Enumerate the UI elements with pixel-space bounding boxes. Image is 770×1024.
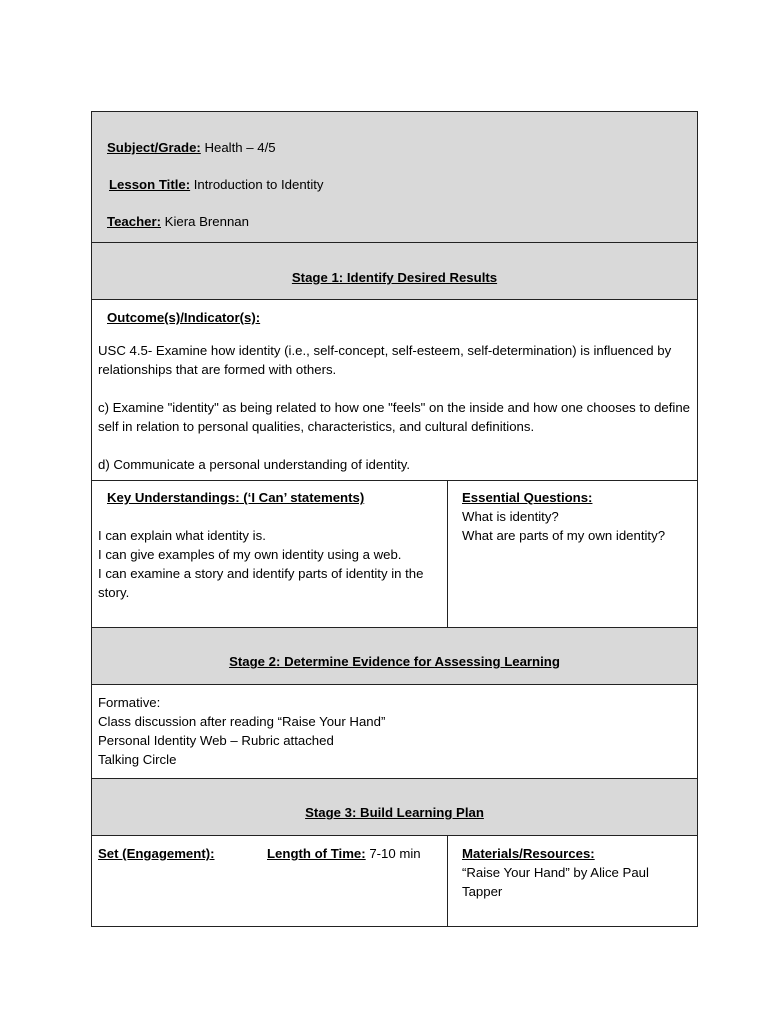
key-understandings-list bbox=[98, 526, 438, 602]
lesson-header bbox=[92, 112, 697, 243]
subject-grade-value: Health – 4/5 bbox=[200, 140, 276, 155]
key-understandings-cell bbox=[92, 481, 448, 627]
lesson-title-label: Lesson Title: bbox=[109, 177, 191, 192]
length-of-time bbox=[267, 844, 421, 863]
subject-grade-line bbox=[107, 140, 276, 155]
list-item: Class discussion after reading “Raise Your Hand” bbox=[98, 714, 386, 729]
outcome-c: c) Examine "identity" as being related to how one "feels" on the inside and how one chooses to define self in relation to personal qualities, characteristics, and cultural definitions. bbox=[98, 400, 691, 434]
set-engagement-label: Set (Engagement): bbox=[98, 846, 215, 861]
outcome-d: d) Communicate a personal understanding of identity. bbox=[98, 457, 411, 472]
assessment-list bbox=[98, 693, 385, 769]
subject-grade-label: Subject/Grade: bbox=[107, 140, 201, 155]
length-of-time-value: 7-10 min bbox=[365, 846, 421, 861]
stage3-title: Stage 3: Build Learning Plan bbox=[305, 805, 484, 820]
length-of-time-label: Length of Time: bbox=[267, 846, 366, 861]
teacher-line bbox=[107, 214, 249, 229]
materials-label: Materials/Resources: bbox=[462, 846, 595, 861]
outcomes-section bbox=[92, 300, 697, 481]
assessment-section bbox=[92, 685, 697, 779]
lesson-title-line bbox=[109, 177, 324, 192]
essential-questions-cell bbox=[448, 481, 697, 627]
materials-block bbox=[462, 844, 677, 901]
list-item: Personal Identity Web – Rubric attached bbox=[98, 733, 334, 748]
lesson-plan-table bbox=[91, 111, 698, 927]
stage3-header bbox=[92, 779, 697, 836]
list-item: I can explain what identity is. bbox=[98, 528, 266, 543]
key-understandings-label: Key Understandings: (‘I Can’ statements) bbox=[107, 490, 365, 505]
list-item: I can give examples of my own identity using a web. bbox=[98, 547, 402, 562]
teacher-value: Kiera Brennan bbox=[161, 214, 249, 229]
stage1-title: Stage 1: Identify Desired Results bbox=[291, 270, 498, 285]
list-item: I can examine a story and identify parts of identity in the story. bbox=[98, 566, 424, 600]
stage1-header bbox=[92, 243, 697, 300]
stage2-header bbox=[92, 628, 697, 685]
list-item: What are parts of my own identity? bbox=[462, 528, 666, 543]
understandings-questions-row bbox=[92, 481, 697, 628]
lesson-title-value: Introduction to Identity bbox=[190, 177, 324, 192]
materials-value: “Raise Your Hand” by Alice Paul Tapper bbox=[462, 865, 649, 899]
teacher-label: Teacher: bbox=[107, 214, 161, 229]
essential-questions-block bbox=[462, 488, 665, 545]
list-item: Talking Circle bbox=[98, 752, 177, 767]
outcomes-label: Outcome(s)/Indicator(s): bbox=[107, 310, 261, 325]
outcome-usc: USC 4.5- Examine how identity (i.e., self-concept, self-esteem, self-determination) is influenced by relationships that are formed with others. bbox=[98, 343, 672, 377]
set-row bbox=[92, 836, 697, 926]
stage2-title: Stage 2: Determine Evidence for Assessing Learning bbox=[229, 654, 560, 669]
materials-cell bbox=[448, 836, 697, 926]
list-item: Formative: bbox=[98, 695, 161, 710]
list-item: What is identity? bbox=[462, 509, 559, 524]
set-cell bbox=[92, 836, 448, 926]
essential-questions-label: Essential Questions: bbox=[462, 490, 593, 505]
